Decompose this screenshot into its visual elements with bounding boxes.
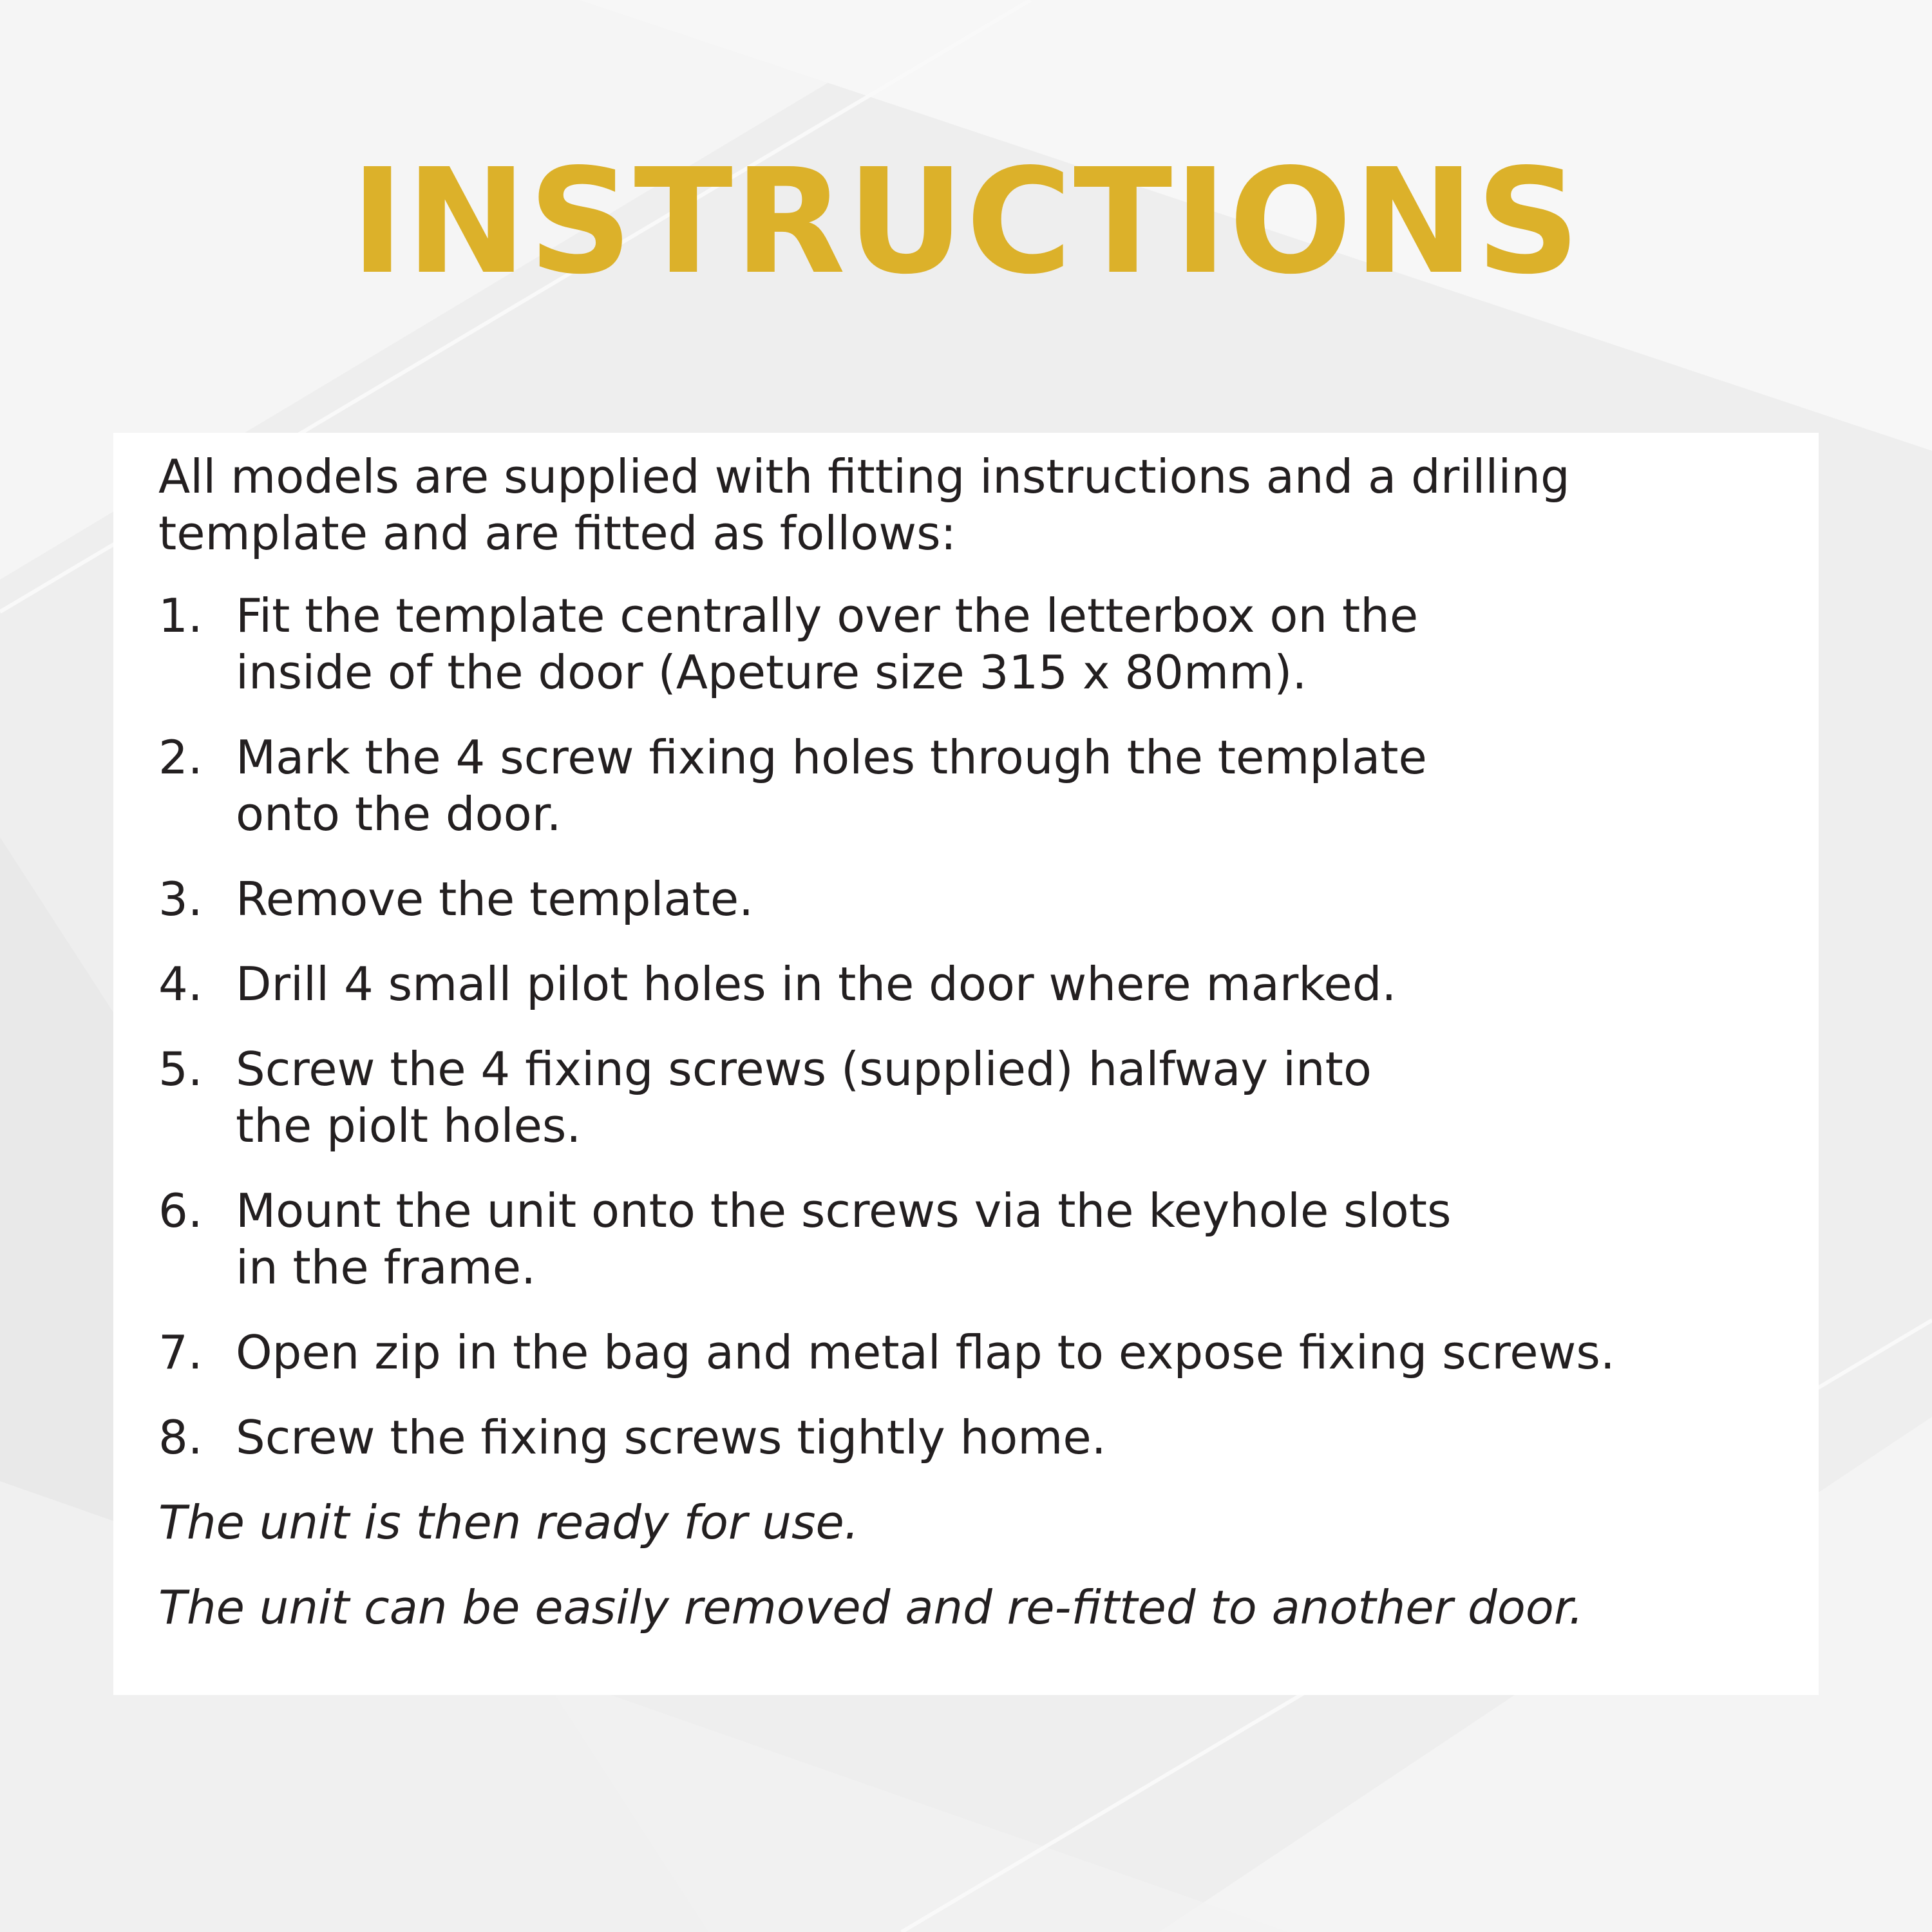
step-line: Screw the 4 fixing screws (supplied) halfway into	[236, 1042, 1372, 1096]
intro-line: All models are supplied with fitting instructions and a drilling	[158, 450, 1570, 504]
step-number: 1.	[158, 589, 203, 643]
step-line: Mark the 4 screw fixing holes through the template	[236, 730, 1427, 784]
step-line: the piolt holes.	[236, 1099, 582, 1153]
step-number: 7.	[158, 1325, 203, 1379]
step-text	[236, 729, 1807, 842]
step-line: Fit the template centrally over the letterbox on the	[236, 589, 1419, 643]
instructions-content	[158, 448, 1807, 1664]
steps-list	[158, 587, 1807, 1466]
step-number: 6.	[158, 1184, 203, 1238]
step-line: Drill 4 small pilot holes in the door where marked.	[236, 957, 1397, 1011]
step-item	[158, 956, 1807, 1012]
step-number: 3.	[158, 872, 203, 926]
step-item	[158, 1041, 1807, 1154]
step-text	[236, 1041, 1807, 1154]
step-line: inside of the door (Apeture size 315 x 80mm).	[236, 645, 1307, 699]
step-text	[236, 956, 1807, 1012]
step-item	[158, 729, 1807, 842]
step-item	[158, 587, 1807, 701]
step-text	[236, 1182, 1807, 1296]
step-item	[158, 1324, 1807, 1381]
step-line: in the frame.	[236, 1240, 536, 1294]
step-text	[236, 871, 1807, 927]
intro-line: template and are fitted as follows:	[158, 506, 956, 560]
step-line: onto the door.	[236, 787, 562, 841]
note-ready: The unit is then ready for use.	[158, 1495, 859, 1549]
step-line: Remove the template.	[236, 872, 754, 926]
step-text	[236, 587, 1807, 701]
note-refit: The unit can be easily removed and re-fitted to another door.	[158, 1580, 1584, 1634]
step-text	[236, 1324, 1807, 1381]
step-number: 2.	[158, 730, 203, 784]
step-number: 8.	[158, 1410, 203, 1464]
step-line: Mount the unit onto the screws via the keyhole slots	[236, 1184, 1452, 1238]
step-number: 4.	[158, 957, 203, 1011]
intro-text	[158, 448, 1807, 562]
step-number: 5.	[158, 1042, 203, 1096]
page-title: INSTRUCTIONS	[350, 138, 1582, 307]
step-line: Screw the fixing screws tightly home.	[236, 1410, 1106, 1464]
step-text	[236, 1409, 1807, 1466]
step-line: Open zip in the bag and metal flap to expose fixing screws.	[236, 1325, 1615, 1379]
step-item	[158, 1409, 1807, 1466]
instructions-panel	[113, 433, 1819, 1695]
step-item	[158, 1182, 1807, 1296]
step-item	[158, 871, 1807, 927]
